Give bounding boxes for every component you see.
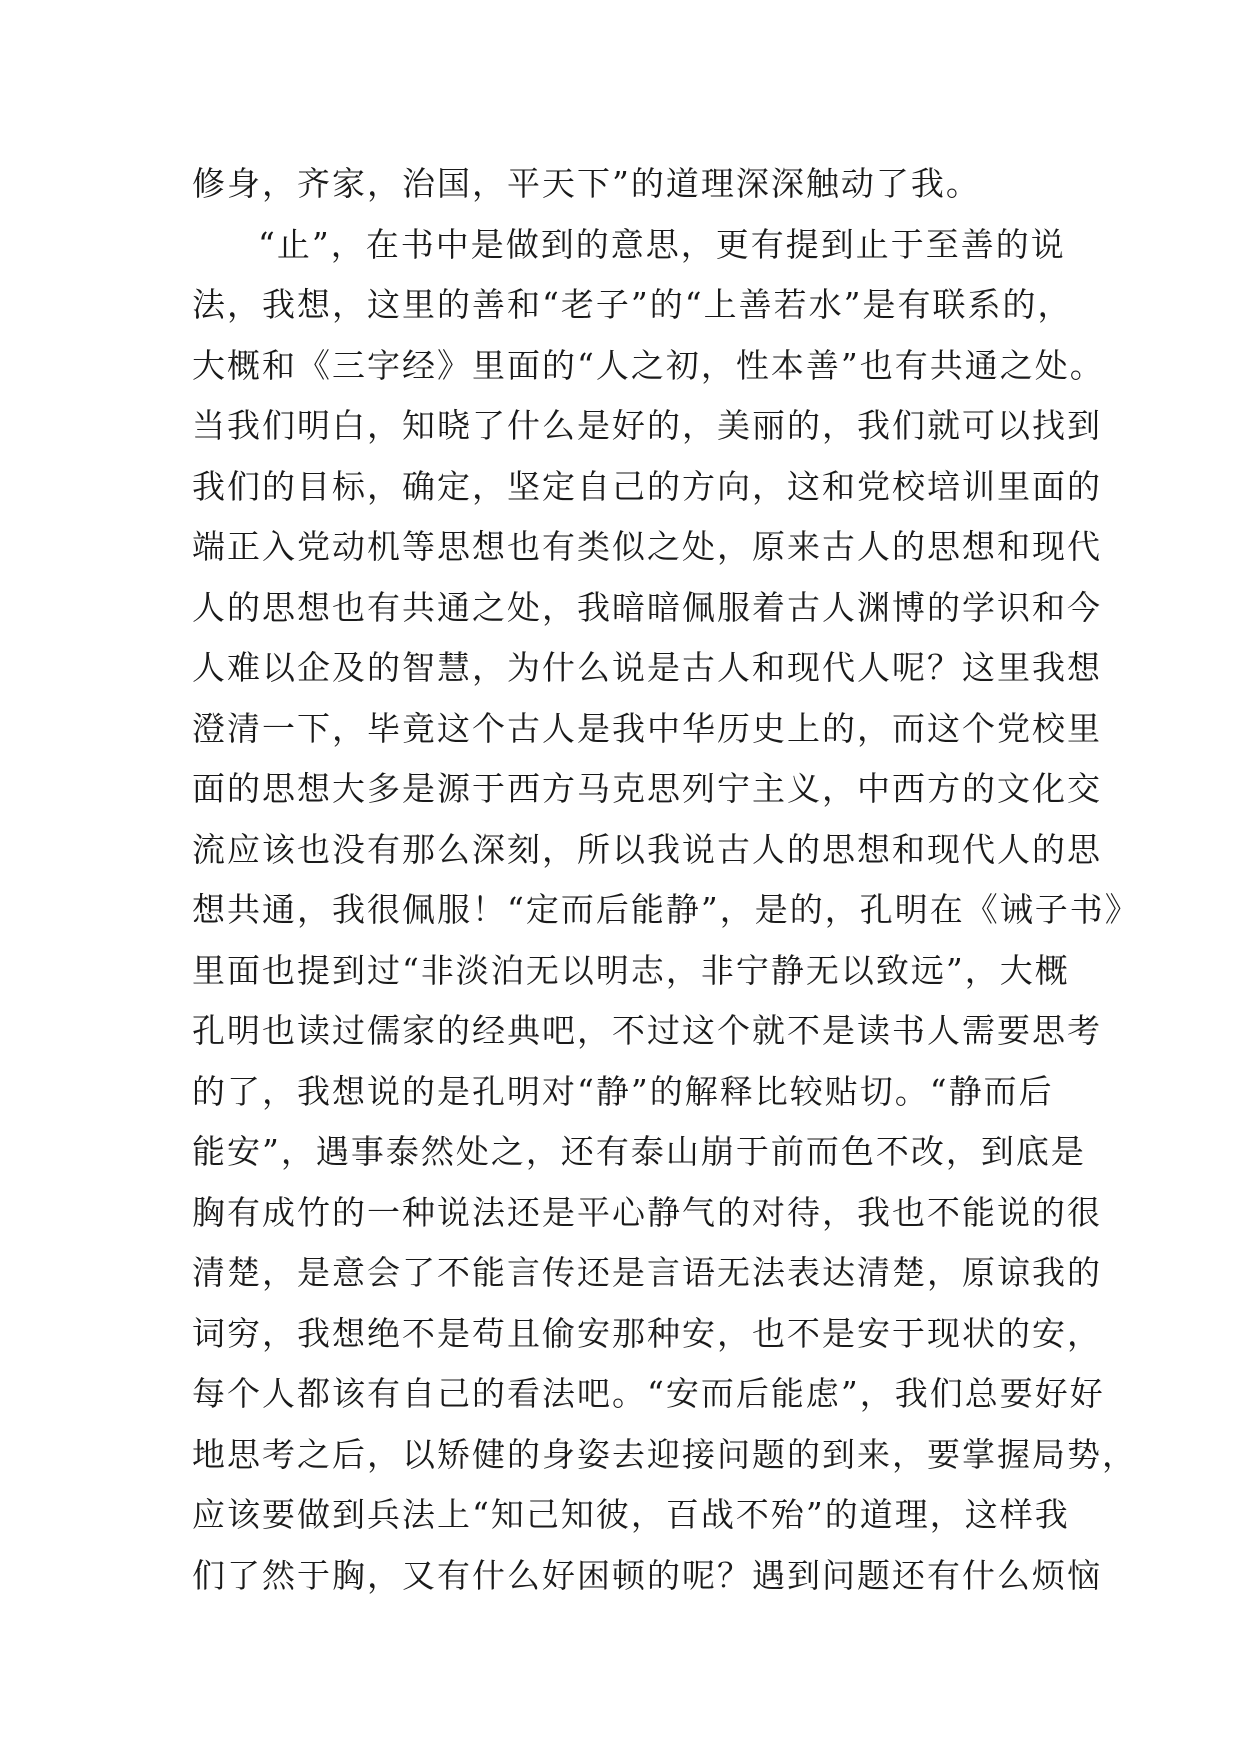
- text-line: 修身，齐家，治国，平天下”的道理深深触动了我。: [192, 164, 981, 203]
- text-line: 们了然于胸，又有什么好困顿的呢？遇到问题还有什么烦恼: [192, 1555, 1102, 1595]
- text-line: 每个人都该有自己的看法吧。“安而后能虑”，我们总要好好: [192, 1374, 1105, 1413]
- text-line: 能安”，遇事泰然处之，还有泰山崩于前而色不改，到底是: [192, 1132, 1086, 1171]
- text-line: 流应该也没有那么深刻，所以我说古人的思想和现代人的思: [192, 829, 1102, 869]
- text-line: 大概和《三字经》里面的“人之初，性本善”也有共通之处。: [192, 345, 1105, 385]
- text-line: 胸有成竹的一种说法还是平心静气的对待，我也不能说的很: [192, 1192, 1102, 1232]
- text-line: 想共通，我很佩服！“定而后能静”，是的，孔明在《诫子书》: [192, 890, 1140, 929]
- text-line: 澄清一下，毕竟这个古人是我中华历史上的，而这个党校里: [192, 708, 1102, 748]
- text-line: 当我们明白，知晓了什么是好的，美丽的，我们就可以找到: [192, 406, 1102, 445]
- text-line: 地思考之后，以矫健的身姿去迎接问题的到来，要掌握局势，: [192, 1434, 1137, 1474]
- body-text: [192, 154, 1140, 1606]
- text-line: 面的思想大多是源于西方马克思列宁主义，中西方的文化交: [192, 769, 1102, 808]
- text-line: 端正入党动机等思想也有类似之处，原来古人的思想和现代: [192, 527, 1102, 566]
- text-line: 的了，我想说的是孔明对“静”的解释比较贴切。“静而后: [192, 1071, 1054, 1111]
- text-line: 人难以企及的智慧，为什么说是古人和现代人呢？这里我想: [192, 648, 1102, 687]
- text-line: 法，我想，这里的善和“老子”的“上善若水”是有联系的，: [192, 285, 1073, 324]
- paragraph-start-line: “止”，在书中是做到的意思，更有提到止于至善的说: [258, 224, 1066, 264]
- text-line: 应该要做到兵法上“知己知彼，百战不殆”的道理，这样我: [192, 1495, 1070, 1534]
- text-line: 清楚，是意会了不能言传还是言语无法表达清楚，原谅我的: [192, 1253, 1102, 1292]
- text-line: 孔明也读过儒家的经典吧，不过这个就不是读书人需要思考: [192, 1011, 1102, 1050]
- text-line: 人的思想也有共通之处，我暗暗佩服着古人渊博的学识和今: [192, 587, 1102, 627]
- text-line: 我们的目标，确定，坚定自己的方向，这和党校培训里面的: [192, 466, 1102, 506]
- text-line: 词穷，我想绝不是苟且偷安那种安，也不是安于现状的安，: [192, 1313, 1102, 1353]
- text-line: 里面也提到过“非淡泊无以明志，非宁静无以致远”，大概: [192, 950, 1070, 990]
